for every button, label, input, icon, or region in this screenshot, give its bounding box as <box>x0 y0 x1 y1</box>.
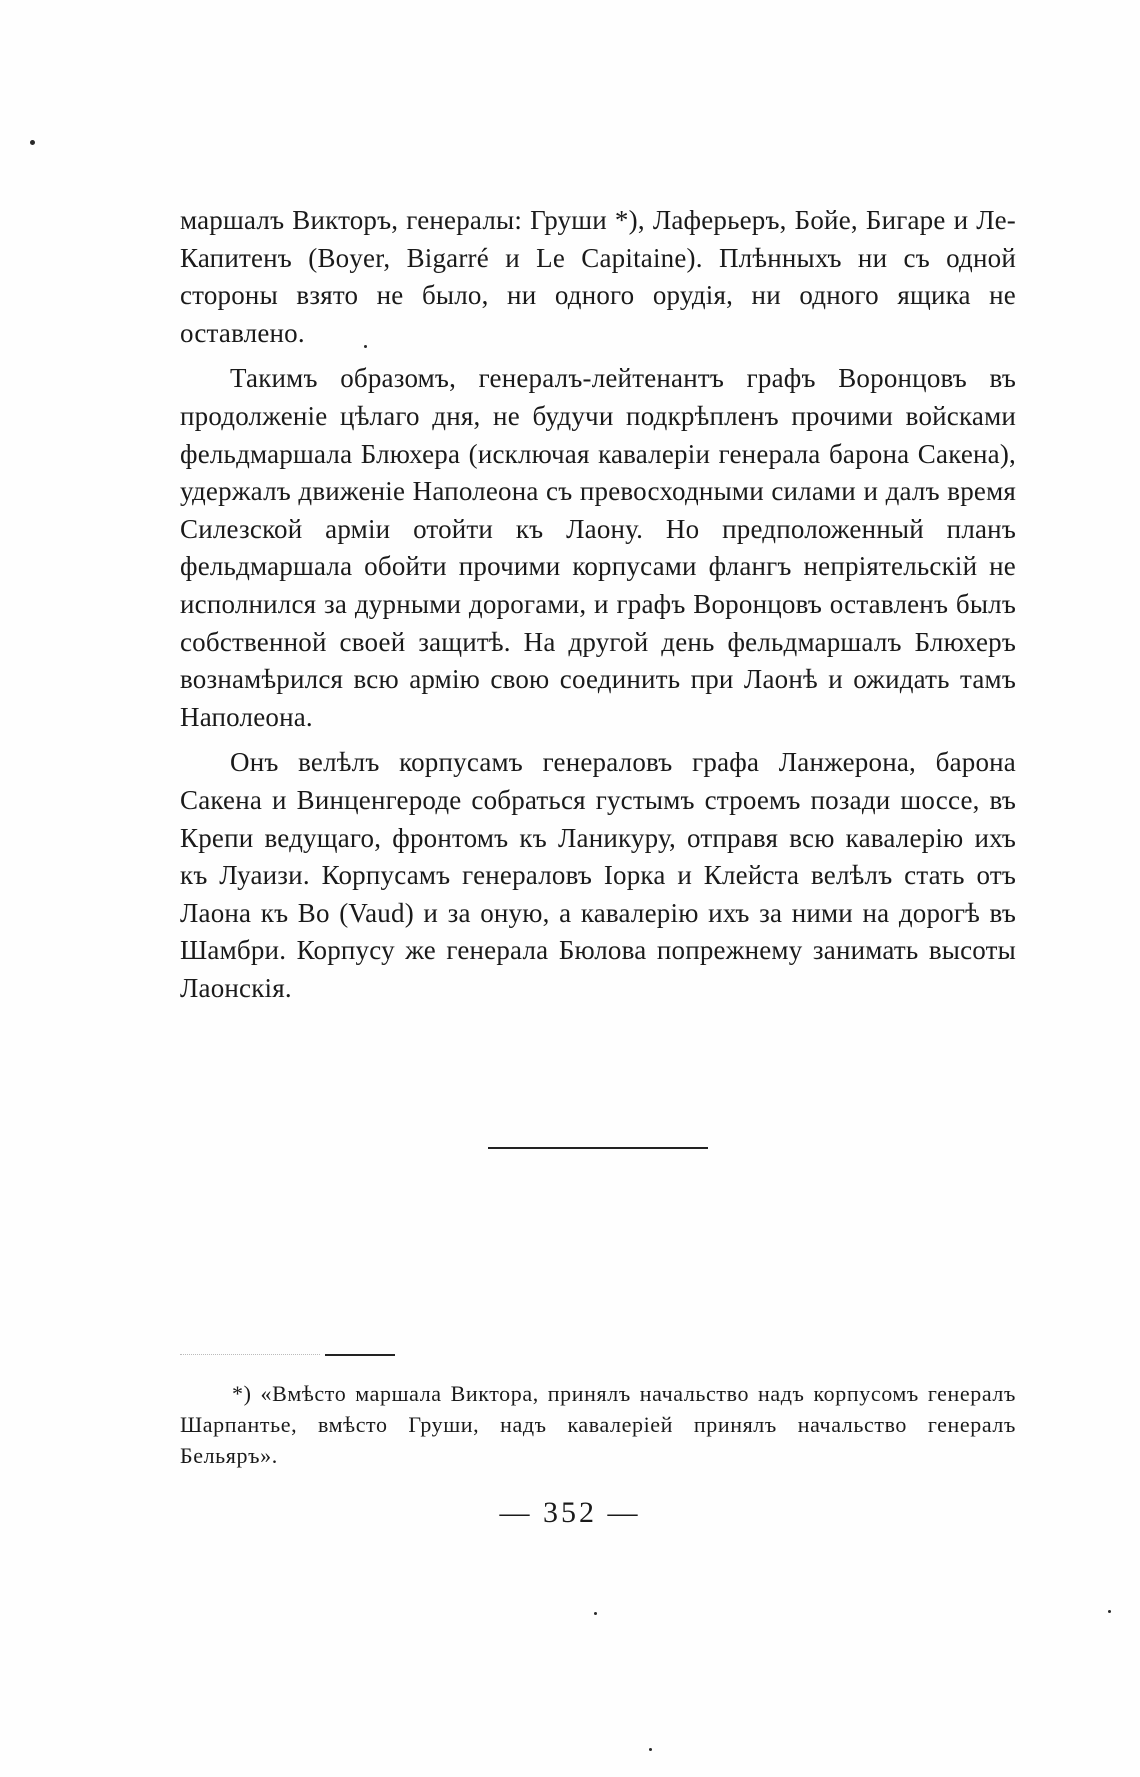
footnote <box>180 1378 1016 1471</box>
scan-speck <box>30 140 35 145</box>
main-text <box>180 202 1016 1015</box>
footnote-rule <box>325 1354 395 1356</box>
footnote-text: *) «Вмѣсто маршала Виктора, принялъ начальство надъ корпусомъ генералъ Шарпантье, вмѣсто Груши, надъ кавалеріей принялъ начальство генералъ Бельяръ». <box>180 1381 1016 1468</box>
scan-speck <box>594 1612 597 1615</box>
section-separator-rule <box>488 1147 708 1149</box>
paragraph: Онъ велѣлъ корпусамъ генераловъ графа Ланжерона, барона Сакена и Винценгероде собраться густымъ строемъ позади шоссе, въ Крепи ведущаго, фронтомъ къ Ланикуру, отправя всю кавалерію ихъ къ Луаизи. Корпусамъ генераловъ Іорка и Клейста велѣлъ стать отъ Лаона къ Во (Vaud) и за оную, а кавалерію ихъ за ними на дорогѣ въ Шамбри. Корпусу же генерала Бюлова попрежнему занимать высоты Лаонскія. <box>180 747 1016 1003</box>
page-number: — 352 — <box>499 1496 641 1529</box>
scan-speck <box>1108 1610 1111 1613</box>
scan-speck <box>649 1748 652 1751</box>
paragraph-continuation: маршалъ Викторъ, генералы: Груши *), Лаферьеръ, Бойе, Бигаре и Ле-Капитенъ (Boyer, Bigarré и Le Capitaine). Плѣнныхъ ни съ одной стороны взято не было, ни одного орудія, ни одного ящика не оставлено. <box>180 205 1016 348</box>
footnote-faint-rule <box>180 1354 320 1355</box>
paragraph: Такимъ образомъ, генералъ-лейтенантъ графъ Воронцовъ въ продолженіе цѣлаго дня, не будучи подкрѣпленъ прочими войсками фельдмаршала Блюхера (исключая кавалеріи генерала барона Сакена), удержалъ движеніе Наполеона съ превосходными силами и далъ время Силезской арміи отойти къ Лаону. Но предположенный планъ фельдмаршала обойти прочими корпусами флангъ непріятельскій не исполнился за дурными дорогами, и графъ Воронцовъ оставленъ былъ собственной своей защитѣ. На другой день фельдмаршалъ Блюхеръ вознамѣрился всю армію свою соединить при Лаонѣ и ожидать тамъ Наполеона. <box>180 363 1016 732</box>
